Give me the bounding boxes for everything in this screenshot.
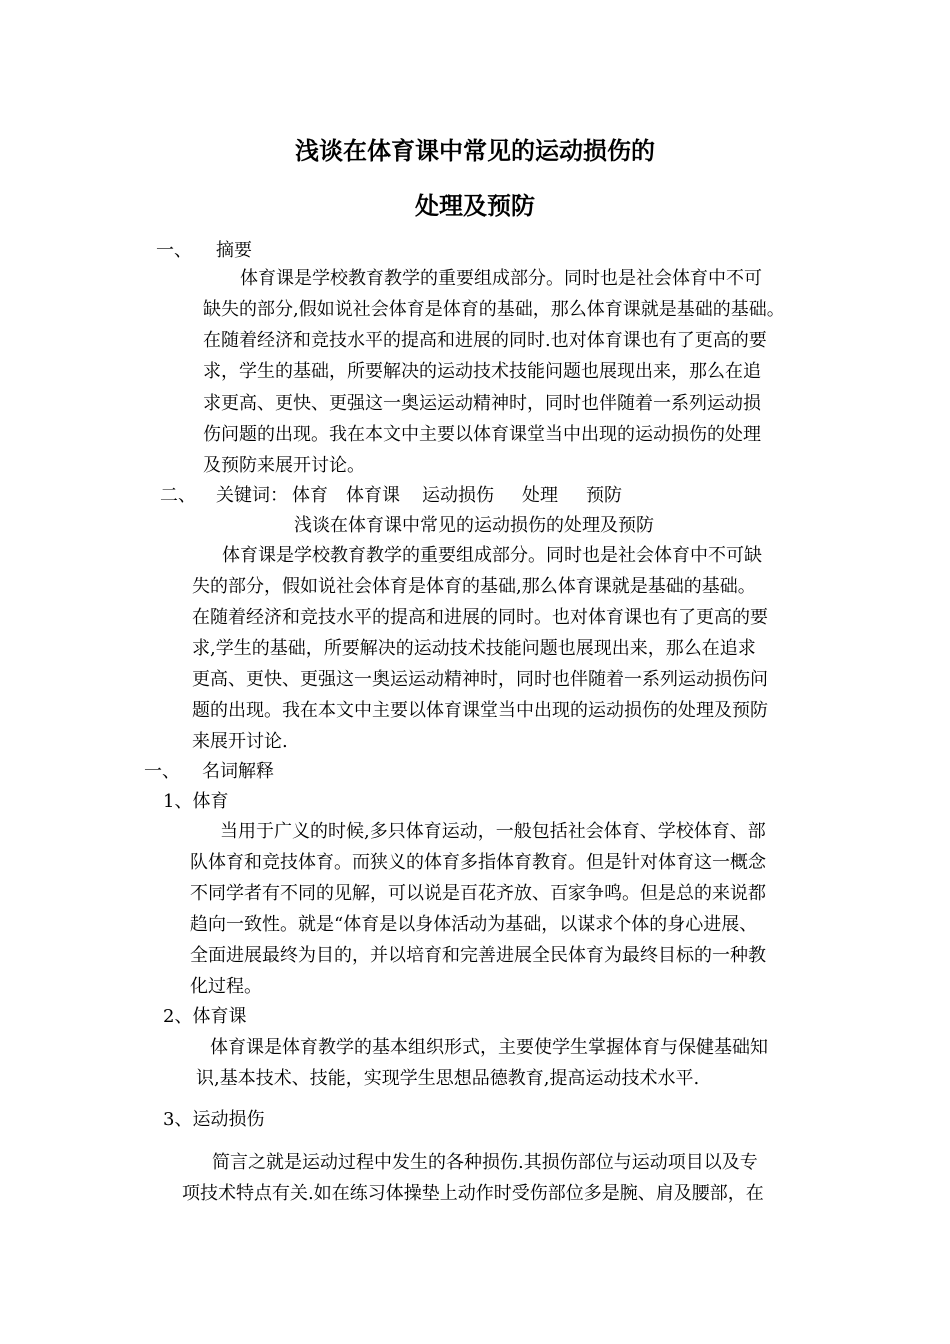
- section-heading: 名词解释: [202, 761, 274, 782]
- subsection-heading: 1、体育: [163, 791, 229, 812]
- keywords-number: 二、: [160, 485, 196, 506]
- section-number: 一、: [144, 761, 180, 782]
- paragraph-line: 当用于广义的时候,多只体育运动，一般包括社会体育、学校体育、部: [220, 821, 766, 842]
- keyword-item: 处理: [522, 485, 558, 506]
- intro-line: 求,学生的基础，所要解决的运动技术技能问题也展现出来，那么在追求: [192, 638, 756, 659]
- abstract-line: 在随着经济和竞技水平的提高和进展的同时.也对体育课也有了更高的要: [203, 330, 767, 351]
- keyword-item: 运动损伤: [422, 485, 494, 506]
- abstract-heading: 摘要: [216, 240, 252, 261]
- paragraph-line: 识,基本技术、技能，实现学生思想品德教育,提高运动技术水平.: [196, 1068, 700, 1089]
- keyword-item: 预防: [586, 485, 622, 506]
- subsection-heading: 3、运动损伤: [163, 1109, 265, 1130]
- abstract-line: 及预防来展开讨论。: [203, 455, 365, 476]
- abstract-line: 体育课是学校教育教学的重要组成部分。同时也是社会体育中不可: [240, 268, 762, 289]
- body-subtitle: 浅谈在体育课中常见的运动损伤的处理及预防: [294, 515, 654, 536]
- paragraph-line: 项技术特点有关.如在练习体操垫上动作时受伤部位多是腕、肩及腰部，在: [182, 1183, 764, 1204]
- document-title-line-1: 浅谈在体育课中常见的运动损伤的: [295, 136, 655, 165]
- abstract-number: 一、: [156, 240, 192, 261]
- keyword-item: 体育课: [346, 485, 400, 506]
- keywords-label: 关键词：: [216, 485, 288, 506]
- abstract-line: 伤问题的出现。我在本文中主要以体育课堂当中出现的运动损伤的处理: [203, 424, 761, 445]
- intro-line: 题的出现。我在本文中主要以体育课堂当中出现的运动损伤的处理及预防: [192, 700, 768, 721]
- intro-line: 在随着经济和竞技水平的提高和进展的同时。也对体育课也有了更高的要: [192, 607, 768, 628]
- document-title-line-2: 处理及预防: [415, 191, 535, 220]
- abstract-line: 缺失的部分,假如说社会体育是体育的基础，那么体育课就是基础的基础。: [203, 299, 785, 320]
- abstract-line: 求，学生的基础，所要解决的运动技术技能问题也展现出来，那么在追: [203, 361, 761, 382]
- subsection-heading: 2、体育课: [163, 1006, 247, 1027]
- paragraph-line: 队体育和竞技体育。而狭义的体育多指体育教育。但是针对体育这一概念: [190, 852, 766, 873]
- paragraph-line: 趋向一致性。就是“体育是以身体活动为基础，以谋求个体的身心进展、: [190, 914, 758, 935]
- intro-line: 失的部分，假如说社会体育是体育的基础,那么体育课就是基础的基础。: [192, 576, 756, 597]
- paragraph-line: 简言之就是运动过程中发生的各种损伤.其损伤部位与运动项目以及专: [212, 1152, 758, 1173]
- abstract-line: 求更高、更快、更强这一奥运运动精神时，同时也伴随着一系列运动损: [203, 393, 761, 414]
- paragraph-line: 不同学者有不同的见解，可以说是百花齐放、百家争鸣。但是总的来说都: [190, 883, 766, 904]
- keyword-item: 体育: [292, 485, 328, 506]
- paragraph-line: 化过程。: [190, 976, 262, 997]
- paragraph-line: 全面进展最终为目的，并以培育和完善进展全民体育为最终目标的一种教: [190, 945, 766, 966]
- intro-line: 来展开讨论.: [192, 731, 288, 752]
- intro-line: 体育课是学校教育教学的重要组成部分。同时也是社会体育中不可缺: [222, 545, 762, 566]
- paragraph-line: 体育课是体育教学的基本组织形式，主要使学生掌握体育与保健基础知: [210, 1037, 768, 1058]
- intro-line: 更高、更快、更强这一奥运运动精神时，同时也伴随着一系列运动损伤问: [192, 669, 768, 690]
